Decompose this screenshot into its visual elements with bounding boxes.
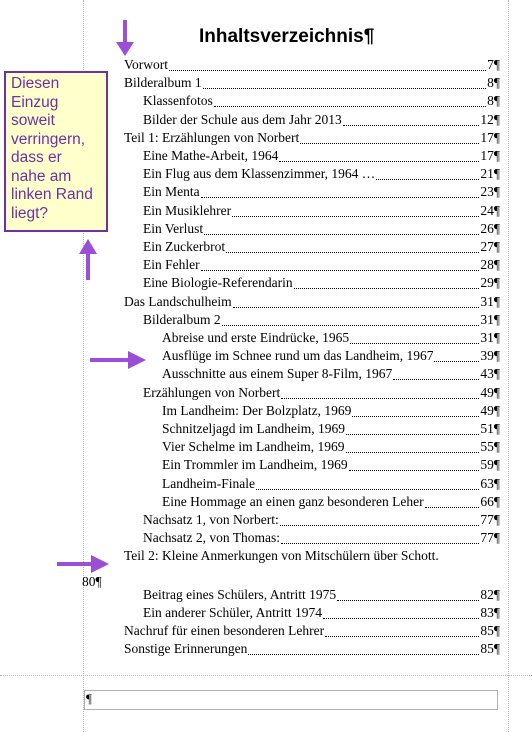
toc-page-number: 27¶	[480, 239, 500, 254]
toc-page-number: 39¶	[480, 348, 500, 364]
toc-entry-title: Bilder der Schule aus dem Jahr 2013	[143, 111, 342, 127]
toc-entry-title: Ein Fehler	[143, 257, 200, 273]
toc-page-number: 8¶	[487, 93, 500, 109]
toc-page-number: 85¶	[480, 641, 500, 657]
toc-entry[interactable]	[124, 56, 500, 74]
toc-entry-title: Nachruf für einen besonderen Lehrer	[124, 623, 325, 639]
toc-entry-title: Vier Schelme im Landheim, 1969	[162, 439, 345, 455]
toc-entry-title: Ein Musiklehrer	[143, 202, 232, 218]
toc-page-number: 31¶	[480, 330, 500, 345]
toc-page-number: 28¶	[480, 257, 500, 273]
toc-leader-dots	[233, 295, 480, 308]
toc-entry[interactable]	[124, 640, 500, 658]
toc-leader-dots	[203, 76, 487, 89]
toc-page-number: 17¶	[480, 129, 500, 145]
toc-entry-title: Teil 1: Erzählungen von Norbert	[124, 129, 300, 145]
toc-leader-dots	[294, 276, 480, 289]
toc-page-number: 43¶	[480, 366, 500, 382]
toc-entry-title: Teil 2: Kleine Anmerkungen von Mitschülern über Schott.	[124, 548, 439, 564]
toc-leader-dots	[201, 185, 480, 198]
toc-entry[interactable]	[143, 529, 500, 547]
toc-leader-dots	[169, 58, 486, 71]
toc-entry-title: Klassenfotos	[143, 93, 213, 109]
toc-page-number: 21¶	[480, 166, 500, 182]
toc-entry-title: Ein Zuckerbrot	[143, 239, 226, 254]
toc-entry[interactable]	[162, 365, 500, 383]
toc-entry-title: Ein Verlust	[143, 220, 204, 236]
toc-entry[interactable]	[143, 384, 500, 402]
toc-page-number: 23¶	[480, 184, 500, 200]
toc-page-number: 26¶	[480, 220, 500, 236]
callout-line: liegt?	[11, 204, 49, 222]
toc-entry-title: Erzählungen von Norbert	[143, 384, 281, 400]
toc-leader-dots	[204, 222, 479, 235]
toc-entry[interactable]	[162, 493, 500, 511]
toc-entry[interactable]	[124, 547, 500, 565]
toc-page-number: 31¶	[480, 311, 500, 327]
toc-entry[interactable]	[162, 475, 500, 493]
toc-entry[interactable]	[143, 511, 500, 529]
callout-line: Diesen	[11, 75, 60, 92]
toc-leader-dots	[248, 642, 479, 655]
toc-leader-dots	[425, 495, 480, 508]
toc-entry-title: Sonstige Erinnerungen	[124, 641, 248, 657]
toc-entry[interactable]	[143, 311, 500, 329]
toc-entry[interactable]	[143, 92, 500, 110]
toc-entry[interactable]	[143, 604, 500, 622]
toc-entry[interactable]	[143, 274, 500, 292]
toc-entry-title: Eine Mathe-Arbeit, 1964	[143, 148, 279, 163]
toc-page-number: 8¶	[487, 75, 500, 91]
toc-page-number: 77¶	[480, 512, 500, 527]
toc-entry-title: Ein Menta	[143, 184, 200, 200]
toc-entry-title: Schnitzeljagd im Landheim, 1969	[162, 421, 345, 436]
toc-page-number: 12¶	[480, 111, 500, 127]
toc-entry-title: Bilderalbum 2	[143, 311, 221, 327]
arrow-down-icon	[114, 18, 136, 58]
toc-entry[interactable]	[143, 202, 500, 220]
toc-entry[interactable]	[124, 129, 500, 147]
toc-entry[interactable]	[162, 420, 500, 438]
toc-leader-dots	[393, 367, 479, 380]
toc-leader-dots	[214, 94, 486, 107]
toc-leader-dots	[222, 313, 480, 326]
toc-leader-dots	[346, 440, 480, 453]
toc-page-number: 63¶	[480, 475, 500, 491]
toc-entry[interactable]	[143, 147, 500, 165]
toc-leader-dots	[281, 531, 479, 544]
toc-page-number: 66¶	[480, 493, 500, 509]
toc-leader-dots	[226, 240, 479, 253]
arrow-up-icon	[77, 236, 99, 282]
toc-entry-title: Ein anderer Schüler, Antritt 1974	[143, 605, 323, 620]
toc-page-number: 51¶	[480, 421, 500, 436]
toc-entry-title: Ein Trommler im Landheim, 1969	[162, 457, 348, 473]
toc-entry[interactable]	[143, 165, 500, 183]
toc-page-number: 31¶	[480, 293, 500, 309]
wrapped-page-number: 80¶	[82, 574, 102, 589]
toc-leader-dots	[279, 149, 479, 162]
toc-entry[interactable]	[143, 220, 500, 238]
toc-entry[interactable]	[162, 438, 500, 456]
toc-entry[interactable]	[162, 329, 500, 347]
toc-entry[interactable]	[143, 256, 500, 274]
toc-entry-title: Eine Hommage an einen ganz besonderen Leher	[162, 493, 424, 509]
callout-line: linken Rand	[11, 186, 93, 203]
toc-leader-dots	[349, 458, 480, 471]
toc-page-number: 83¶	[480, 605, 500, 620]
toc-entry-title: Nachsatz 2, von Thomas:	[143, 530, 280, 546]
toc-entry-title: Abreise und erste Eindrücke, 1965	[162, 330, 350, 345]
toc-entry-title: Bilderalbum 1	[124, 75, 202, 91]
toc-leader-dots	[280, 513, 480, 526]
toc-entry-title: Beitrag eines Schülers, Antritt 1975	[143, 586, 337, 602]
toc-entry[interactable]	[162, 347, 500, 365]
toc-page-number: 17¶	[480, 148, 500, 163]
toc-entry[interactable]	[162, 402, 500, 420]
toc-entry[interactable]	[124, 74, 500, 92]
toc-page-number: 55¶	[480, 439, 500, 455]
arrow-right-icon	[88, 349, 148, 371]
toc-page-number: 24¶	[480, 202, 500, 218]
toc-page-number: 82¶	[480, 586, 500, 602]
toc-leader-dots	[325, 624, 479, 637]
callout-line: nahe am	[11, 167, 72, 185]
toc-page-number: 7¶	[487, 57, 500, 72]
toc-leader-dots	[346, 422, 479, 435]
callout-note	[4, 71, 108, 232]
toc-leader-dots	[281, 386, 479, 399]
callout-line: soweit	[11, 112, 55, 129]
footer-field[interactable]	[84, 690, 498, 710]
toc-entry-title: Vorwort	[124, 57, 169, 72]
toc-leader-dots	[350, 331, 479, 344]
toc-entry-title: Landheim-Finale	[162, 475, 255, 491]
toc-entry[interactable]	[143, 183, 500, 201]
toc-page-number: 77¶	[480, 530, 500, 546]
toc-entry-title: Eine Biologie-Referendarin	[143, 275, 293, 291]
toc-entry[interactable]	[143, 238, 500, 256]
toc-leader-dots	[337, 588, 479, 601]
toc-entry[interactable]	[124, 293, 500, 311]
callout-line: Einzug	[11, 93, 59, 111]
toc-page-number: 29¶	[480, 275, 500, 291]
page-title: Inhaltsverzeichnis¶	[199, 26, 375, 47]
callout-line: verringern,	[11, 130, 86, 148]
toc-entry[interactable]	[162, 456, 500, 474]
callout-line: dass er	[11, 149, 62, 166]
toc-leader-dots	[323, 606, 479, 619]
toc-entry[interactable]	[143, 111, 500, 129]
toc-leader-dots	[232, 204, 479, 217]
paragraph-mark: ¶	[86, 691, 92, 706]
toc-leader-dots	[201, 258, 480, 271]
toc-leader-dots	[376, 167, 479, 180]
toc-entry[interactable]	[124, 622, 500, 640]
toc-leader-dots	[352, 404, 479, 417]
toc-leader-dots	[434, 349, 479, 362]
toc-entry-title: Ein Flug aus dem Klassenzimmer, 1964 …	[143, 166, 376, 182]
toc-entry[interactable]	[143, 586, 500, 604]
toc-page-number: 49¶	[480, 402, 500, 418]
toc-leader-dots	[256, 477, 479, 490]
toc-page-number: 85¶	[480, 623, 500, 639]
arrow-right-icon	[55, 553, 111, 575]
toc-entry-title: Ausflüge im Schnee rund um das Landheim, 1967	[162, 348, 434, 364]
toc-entry-title: Ausschnitte aus einem Super 8-Film, 1967	[162, 366, 393, 382]
toc-entry-title: Das Landschulheim	[124, 293, 232, 309]
toc-page-number: 59¶	[480, 457, 500, 473]
toc-leader-dots	[300, 131, 479, 144]
toc-leader-dots	[343, 113, 480, 126]
toc-entry-title: Im Landheim: Der Bolzplatz, 1969	[162, 402, 352, 418]
toc-page-number: 49¶	[480, 384, 500, 400]
toc-entry-title: Nachsatz 1, von Norbert:	[143, 512, 279, 527]
